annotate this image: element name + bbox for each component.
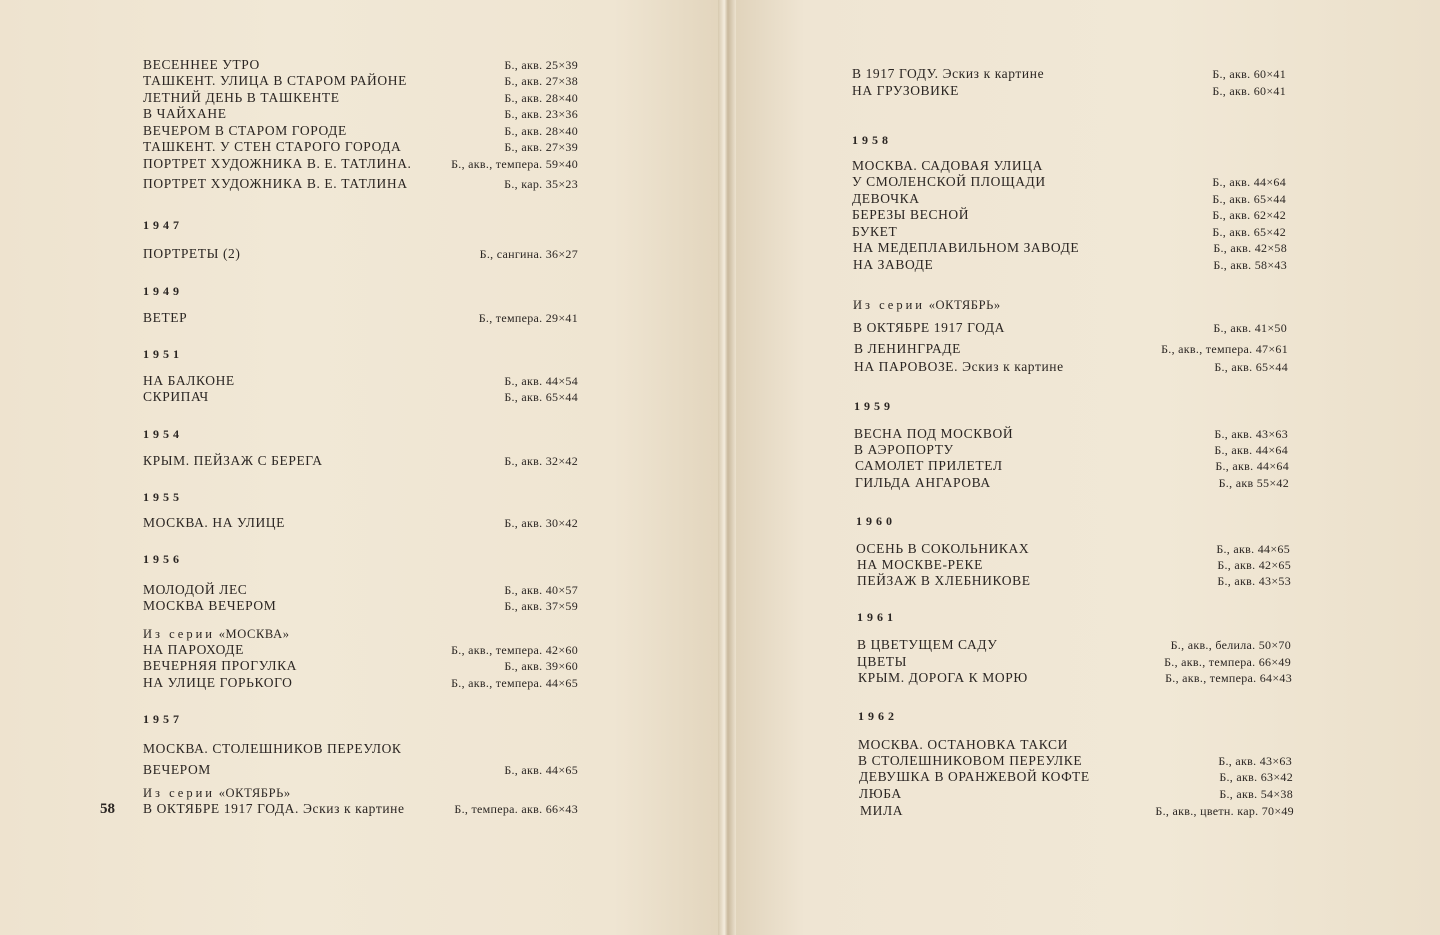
artwork-title: НА МОСКВЕ-РЕКЕ <box>857 557 983 572</box>
artwork-medium-size: Б., акв. 44×64 <box>1212 175 1286 189</box>
artwork-medium-size: Б., акв. 43×63 <box>1218 754 1292 768</box>
artwork-medium-size: Б., акв. 43×63 <box>1214 427 1288 441</box>
artwork-medium-size: Б., акв. 60×41 <box>1212 67 1286 81</box>
year-heading: 1957 <box>143 712 183 726</box>
series-prefix: Из серии <box>853 298 925 312</box>
artwork-title: НА ЗАВОДЕ <box>853 257 934 272</box>
artwork-title: ДЕВУШКА В ОРАНЖЕВОЙ КОФТЕ <box>859 769 1090 784</box>
artwork-title: САМОЛЕТ ПРИЛЕТЕЛ <box>855 458 1003 473</box>
series-heading <box>143 785 291 801</box>
catalogue-entry <box>143 598 578 614</box>
catalogue-entry <box>143 73 578 89</box>
catalogue-entry <box>856 541 1290 557</box>
artwork-medium-size: Б., акв. 60×41 <box>1212 84 1286 98</box>
artwork-medium-size: Б., акв. 40×57 <box>504 583 578 597</box>
artwork-medium-size: Б., акв. 30×42 <box>504 516 578 530</box>
catalogue-entry <box>143 675 578 691</box>
artwork-medium-size: Б., акв. 44×65 <box>504 763 578 777</box>
artwork-title: ЦВЕТЫ <box>857 654 908 669</box>
artwork-title: ПОРТРЕТ ХУДОЖНИКА В. Е. ТАТЛИНА. <box>143 156 412 171</box>
artwork-medium-size: Б., акв. 54×38 <box>1219 787 1293 801</box>
artwork-title: ТАШКЕНТ. У СТЕН СТАРОГО ГОРОДА <box>143 139 402 154</box>
catalogue-entry <box>853 240 1287 256</box>
artwork-title: МОСКВА ВЕЧЕРОМ <box>143 598 277 613</box>
artwork-medium-size: Б., акв. 63×42 <box>1219 770 1293 784</box>
artwork-medium-size: Б., акв., темпера. 42×60 <box>451 643 578 657</box>
year-heading: 1956 <box>143 552 183 566</box>
book-gutter <box>718 0 736 935</box>
catalogue-entry <box>143 156 578 172</box>
artwork-medium-size: Б., кар. 35×23 <box>504 177 578 191</box>
catalogue-entry <box>143 741 578 757</box>
artwork-title: ПОРТРЕТ ХУДОЖНИКА В. Е. ТАТЛИНА <box>143 176 408 191</box>
artwork-title: СКРИПАЧ <box>143 389 209 404</box>
artwork-title: У СМОЛЕНСКОЙ ПЛОЩАДИ <box>852 174 1046 189</box>
artwork-title: ПЕЙЗАЖ В ХЛЕБНИКОВЕ <box>857 573 1031 588</box>
artwork-title: В АЭРОПОРТУ <box>854 442 954 457</box>
artwork-medium-size: Б., акв. 44×64 <box>1214 443 1288 457</box>
artwork-title: НА МЕДЕПЛАВИЛЬНОМ ЗАВОДЕ <box>853 240 1080 255</box>
artwork-medium-size: Б., темпера. акв. 66×43 <box>454 802 578 816</box>
artwork-title: В ЧАЙХАНЕ <box>143 106 227 121</box>
artwork-title: ЛЕТНИЙ ДЕНЬ В ТАШКЕНТЕ <box>143 90 340 105</box>
catalogue-entry <box>852 207 1286 223</box>
artwork-title: ПОРТРЕТЫ (2) <box>143 246 241 261</box>
artwork-title: БЕРЕЗЫ ВЕСНОЙ <box>852 207 970 222</box>
artwork-medium-size: Б., акв. 65×44 <box>1212 192 1286 206</box>
artwork-medium-size: Б., акв. 28×40 <box>504 91 578 105</box>
series-name: «ОКТЯБРЬ» <box>214 786 291 800</box>
artwork-title: ЛЮБА <box>859 786 902 801</box>
artwork-medium-size: Б., акв. 65×44 <box>504 390 578 404</box>
catalogue-entry <box>143 801 578 817</box>
catalogue-entry <box>858 737 1292 753</box>
artwork-title: МОСКВА. СТОЛЕШНИКОВ ПЕРЕУЛОК <box>143 741 402 756</box>
catalogue-entry <box>852 224 1286 240</box>
artwork-title: МОЛОДОЙ ЛЕС <box>143 582 248 597</box>
artwork-medium-size: Б., акв. 42×58 <box>1213 241 1287 255</box>
artwork-medium-size: Б., акв. 27×39 <box>504 140 578 154</box>
catalogue-entry <box>143 57 578 73</box>
artwork-title: МИЛА <box>860 803 904 818</box>
artwork-title: ДЕВОЧКА <box>852 191 920 206</box>
year-heading: 1960 <box>856 514 896 528</box>
artwork-medium-size: Б., акв., темпера. 44×65 <box>451 676 578 690</box>
year-heading: 1958 <box>852 133 892 147</box>
artwork-medium-size: Б., сангина. 36×27 <box>479 247 578 261</box>
catalogue-entry <box>852 174 1286 190</box>
catalogue-entry <box>143 106 578 122</box>
catalogue-entry <box>860 803 1294 819</box>
catalogue-entry <box>143 176 578 192</box>
artwork-medium-size: Б., акв. 44×54 <box>504 374 578 388</box>
catalogue-entry <box>143 246 578 262</box>
artwork-title: В ОКТЯБРЕ 1917 ГОДА. Эскиз к картине <box>143 801 405 816</box>
catalogue-entry <box>854 426 1288 442</box>
artwork-medium-size: Б., темпера. 29×41 <box>478 311 578 325</box>
year-heading: 1959 <box>854 399 894 413</box>
artwork-medium-size: Б., акв. 44×64 <box>1215 459 1289 473</box>
year-heading: 1954 <box>143 427 183 441</box>
year-heading: 1955 <box>143 490 183 504</box>
artwork-title: ВЕЧЕРОМ <box>143 762 211 777</box>
artwork-title: ВЕСНА ПОД МОСКВОЙ <box>854 426 1014 441</box>
catalogue-entry <box>143 123 578 139</box>
artwork-medium-size: Б., акв. 27×38 <box>504 74 578 88</box>
catalogue-entry <box>143 582 578 598</box>
artwork-medium-size: Б., акв. 39×60 <box>504 659 578 673</box>
artwork-title: ВЕТЕР <box>143 310 188 325</box>
year-heading: 1951 <box>143 347 183 361</box>
series-name: «ОКТЯБРЬ» <box>924 298 1001 312</box>
catalogue-entry <box>143 762 578 778</box>
catalogue-entry <box>143 658 578 674</box>
artwork-medium-size: Б., акв. 65×44 <box>1214 360 1288 374</box>
artwork-medium-size: Б., акв. 32×42 <box>504 454 578 468</box>
artwork-title: ВЕЧЕРНЯЯ ПРОГУЛКА <box>143 658 298 673</box>
catalogue-entry <box>852 83 1286 99</box>
catalogue-entry <box>853 257 1287 273</box>
artwork-medium-size: Б., акв. 42×65 <box>1217 558 1291 572</box>
artwork-title: КРЫМ. ПЕЙЗАЖ С БЕРЕГА <box>143 453 323 468</box>
series-prefix: Из серии <box>143 627 215 641</box>
artwork-title: НА УЛИЦЕ ГОРЬКОГО <box>143 675 293 690</box>
catalogue-entry <box>143 642 578 658</box>
artwork-title: НА ПАРОХОДЕ <box>143 642 244 657</box>
artwork-medium-size: Б., акв. 58×43 <box>1213 258 1287 272</box>
year-heading: 1947 <box>143 218 183 232</box>
catalogue-entry <box>143 310 578 326</box>
artwork-title: БУКЕТ <box>852 224 898 239</box>
artwork-title: НА ГРУЗОВИКЕ <box>852 83 959 98</box>
series-heading <box>853 297 1001 313</box>
artwork-medium-size: Б., акв. 44×65 <box>1216 542 1290 556</box>
artwork-title: МОСКВА. НА УЛИЦЕ <box>143 515 285 530</box>
artwork-title: ВЕСЕННЕЕ УТРО <box>143 57 260 72</box>
catalogue-entry <box>857 637 1291 653</box>
catalogue-entry <box>855 458 1289 474</box>
artwork-medium-size: Б., акв. 62×42 <box>1212 208 1286 222</box>
catalogue-entry <box>859 769 1293 785</box>
year-heading: 1961 <box>857 610 897 624</box>
artwork-medium-size: Б., акв., темпера. 64×43 <box>1165 671 1292 685</box>
catalogue-entry <box>857 654 1291 670</box>
catalogue-entry <box>857 573 1291 589</box>
catalogue-entry <box>858 753 1292 769</box>
artwork-title: КРЫМ. ДОРОГА К МОРЮ <box>858 670 1028 685</box>
artwork-medium-size: Б., акв. 25×39 <box>504 58 578 72</box>
artwork-title: МОСКВА. САДОВАЯ УЛИЦА <box>852 158 1043 173</box>
artwork-title: НА ПАРОВОЗЕ. Эскиз к картине <box>854 359 1064 374</box>
catalogue-entry <box>852 191 1286 207</box>
artwork-title: В ЛЕНИНГРАДЕ <box>854 341 962 356</box>
catalogue-entry <box>852 158 1286 174</box>
series-heading <box>143 626 290 642</box>
artwork-title: НА БАЛКОНЕ <box>143 373 235 388</box>
year-heading: 1962 <box>858 709 898 723</box>
artwork-medium-size: Б., акв., белила. 50×70 <box>1170 638 1291 652</box>
artwork-title: В 1917 ГОДУ. Эскиз к картине <box>852 66 1045 81</box>
artwork-title: МОСКВА. ОСТАНОВКА ТАКСИ <box>858 737 1068 752</box>
artwork-title: ГИЛЬДА АНГАРОВА <box>855 475 991 490</box>
catalogue-entry <box>857 557 1291 573</box>
artwork-title: В ЦВЕТУЩЕМ САДУ <box>857 637 998 652</box>
artwork-medium-size: Б., акв., темпера. 66×49 <box>1164 655 1291 669</box>
page-number: 58 <box>100 801 115 817</box>
series-prefix: Из серии <box>143 786 215 800</box>
catalogue-entry <box>854 341 1288 357</box>
artwork-medium-size: Б., акв. 37×59 <box>504 599 578 613</box>
artwork-medium-size: Б., акв., темпера. 59×40 <box>451 157 578 171</box>
catalogue-entry <box>853 320 1287 336</box>
artwork-medium-size: Б., акв. 23×36 <box>504 107 578 121</box>
artwork-title: В ОКТЯБРЕ 1917 ГОДА <box>853 320 1006 335</box>
artwork-medium-size: Б., акв. 41×50 <box>1213 321 1287 335</box>
catalogue-entry <box>143 453 578 469</box>
artwork-medium-size: Б., акв 55×42 <box>1218 476 1289 490</box>
catalogue-entry <box>855 475 1289 491</box>
artwork-title: ТАШКЕНТ. УЛИЦА В СТАРОМ РАЙОНЕ <box>143 73 407 88</box>
artwork-title: В СТОЛЕШНИКОВОМ ПЕРЕУЛКЕ <box>858 753 1083 768</box>
catalogue-entry <box>852 66 1286 82</box>
artwork-medium-size: Б., акв., цветн. кар. 70×49 <box>1155 804 1294 818</box>
artwork-medium-size: Б., акв., темпера. 47×61 <box>1161 342 1288 356</box>
artwork-medium-size: Б., акв. 43×53 <box>1217 574 1291 588</box>
catalogue-entry <box>859 786 1293 802</box>
artwork-title: ВЕЧЕРОМ В СТАРОМ ГОРОДЕ <box>143 123 347 138</box>
series-name: «МОСКВА» <box>214 627 290 641</box>
catalogue-entry <box>143 389 578 405</box>
catalogue-entry <box>858 670 1292 686</box>
catalogue-entry <box>143 373 578 389</box>
catalogue-entry <box>143 515 578 531</box>
year-heading: 1949 <box>143 284 183 298</box>
artwork-medium-size: Б., акв. 28×40 <box>504 124 578 138</box>
catalogue-entry <box>854 359 1288 375</box>
artwork-title: ОСЕНЬ В СОКОЛЬНИКАХ <box>856 541 1030 556</box>
artwork-medium-size: Б., акв. 65×42 <box>1212 225 1286 239</box>
catalogue-entry <box>143 139 578 155</box>
catalogue-entry <box>854 442 1288 458</box>
catalogue-entry <box>143 90 578 106</box>
